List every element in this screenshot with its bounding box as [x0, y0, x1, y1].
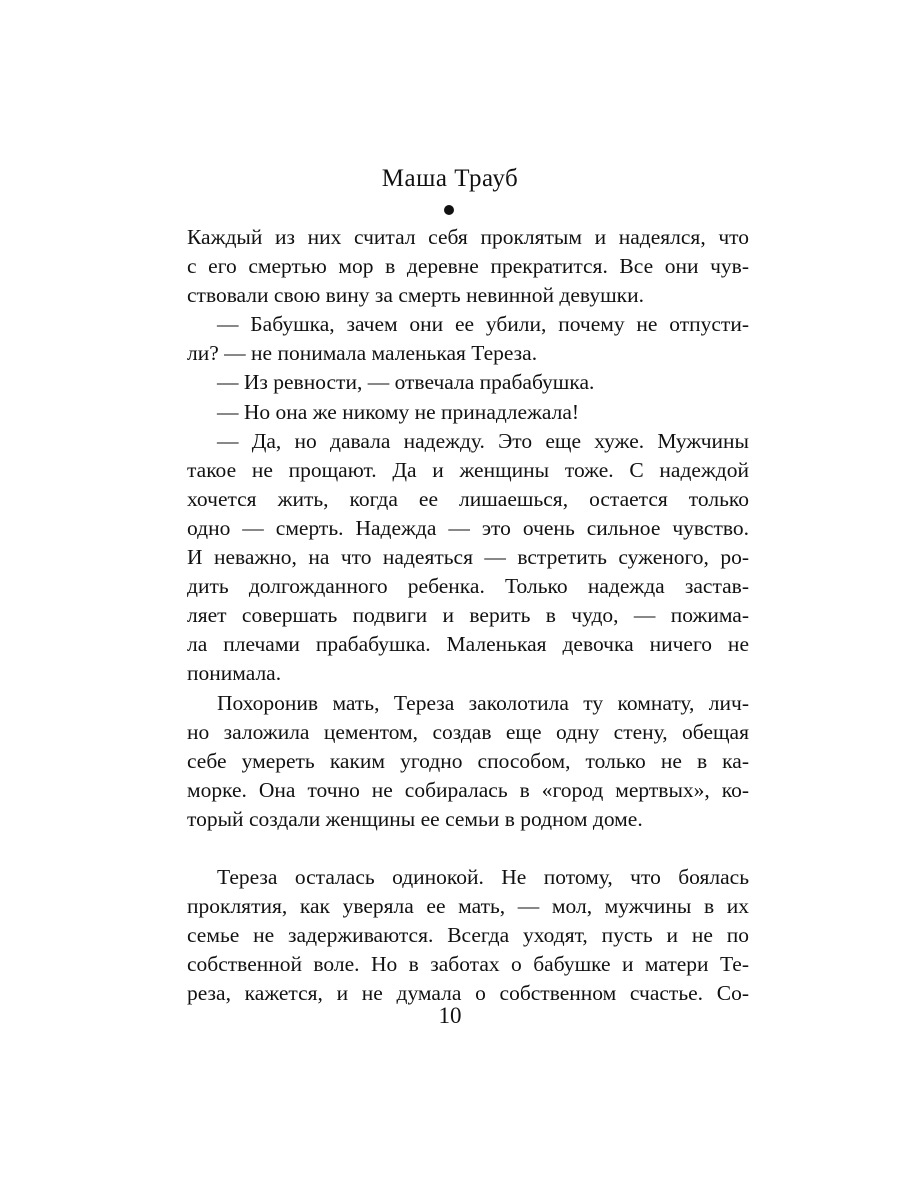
text-line: семье не задерживаются. Всегда уходят, пусть и не по: [187, 923, 749, 948]
running-head-author: Маша Трауб: [381, 165, 519, 192]
text-line: собственной воле. Но в заботах о бабушке и матери Те-: [187, 952, 749, 977]
text-line: понимала.: [187, 661, 282, 686]
text-line: хочется жить, когда ее лишаешься, остается только: [187, 486, 749, 511]
text-line: ляет совершать подвиги и верить в чудо, — пожима-: [187, 603, 749, 628]
text-line: ла плечами прабабушка. Маленькая девочка ничего не: [187, 632, 749, 657]
text-line: одно — смерть. Надежда — это очень сильное чувство.: [187, 515, 749, 540]
text-line: торый создали женщины ее семьи в родном доме.: [187, 806, 643, 831]
text-line: такое не прощают. Да и женщины тоже. С надеждой: [187, 457, 749, 482]
text-line: — Да, но давала надежду. Это еще хуже. Мужчины: [217, 428, 749, 453]
text-line: проклятия, как уверяла ее мать, — мол, мужчины в их: [187, 894, 749, 919]
text-line: Тереза осталась одинокой. Не потому, что боялась: [217, 865, 749, 890]
text-line: Похоронив мать, Тереза заколотила ту комнату, лич-: [217, 690, 749, 715]
text-line: — Бабушка, зачем они ее убили, почему не отпусти-: [217, 312, 749, 337]
body-text: [187, 223, 749, 1009]
text-line: ствовали свою вину за смерть невинной девушки.: [187, 283, 644, 308]
text-line: реза, кажется, и не думала о собственном счастье. Со-: [187, 981, 749, 1006]
ornament-dot: [444, 205, 454, 215]
text-line: — Но она же никому не принадлежала!: [217, 399, 580, 424]
text-line: с его смертью мор в деревне прекратится. Все они чув-: [187, 254, 749, 279]
page-number: 10: [438, 1003, 462, 1028]
section-break: [187, 834, 749, 863]
text-line: дить долгожданного ребенка. Только надежда застав-: [187, 574, 749, 599]
text-line: ли? — не понимала маленькая Тереза.: [187, 341, 538, 366]
text-line: — Из ревности, — отвечала прабабушка.: [217, 370, 595, 395]
text-line: морке. Она точно не собиралась в «город мертвых», ко-: [187, 777, 749, 802]
text-line: Каждый из них считал себя проклятым и надеялся, что: [187, 225, 749, 249]
text-line: но заложила цементом, создав еще одну стену, обещая: [187, 719, 749, 744]
text-line: И неважно, на что надеяться — встретить суженого, ро-: [187, 545, 749, 570]
text-line: себе умереть каким угодно способом, только не в ка-: [187, 748, 749, 773]
